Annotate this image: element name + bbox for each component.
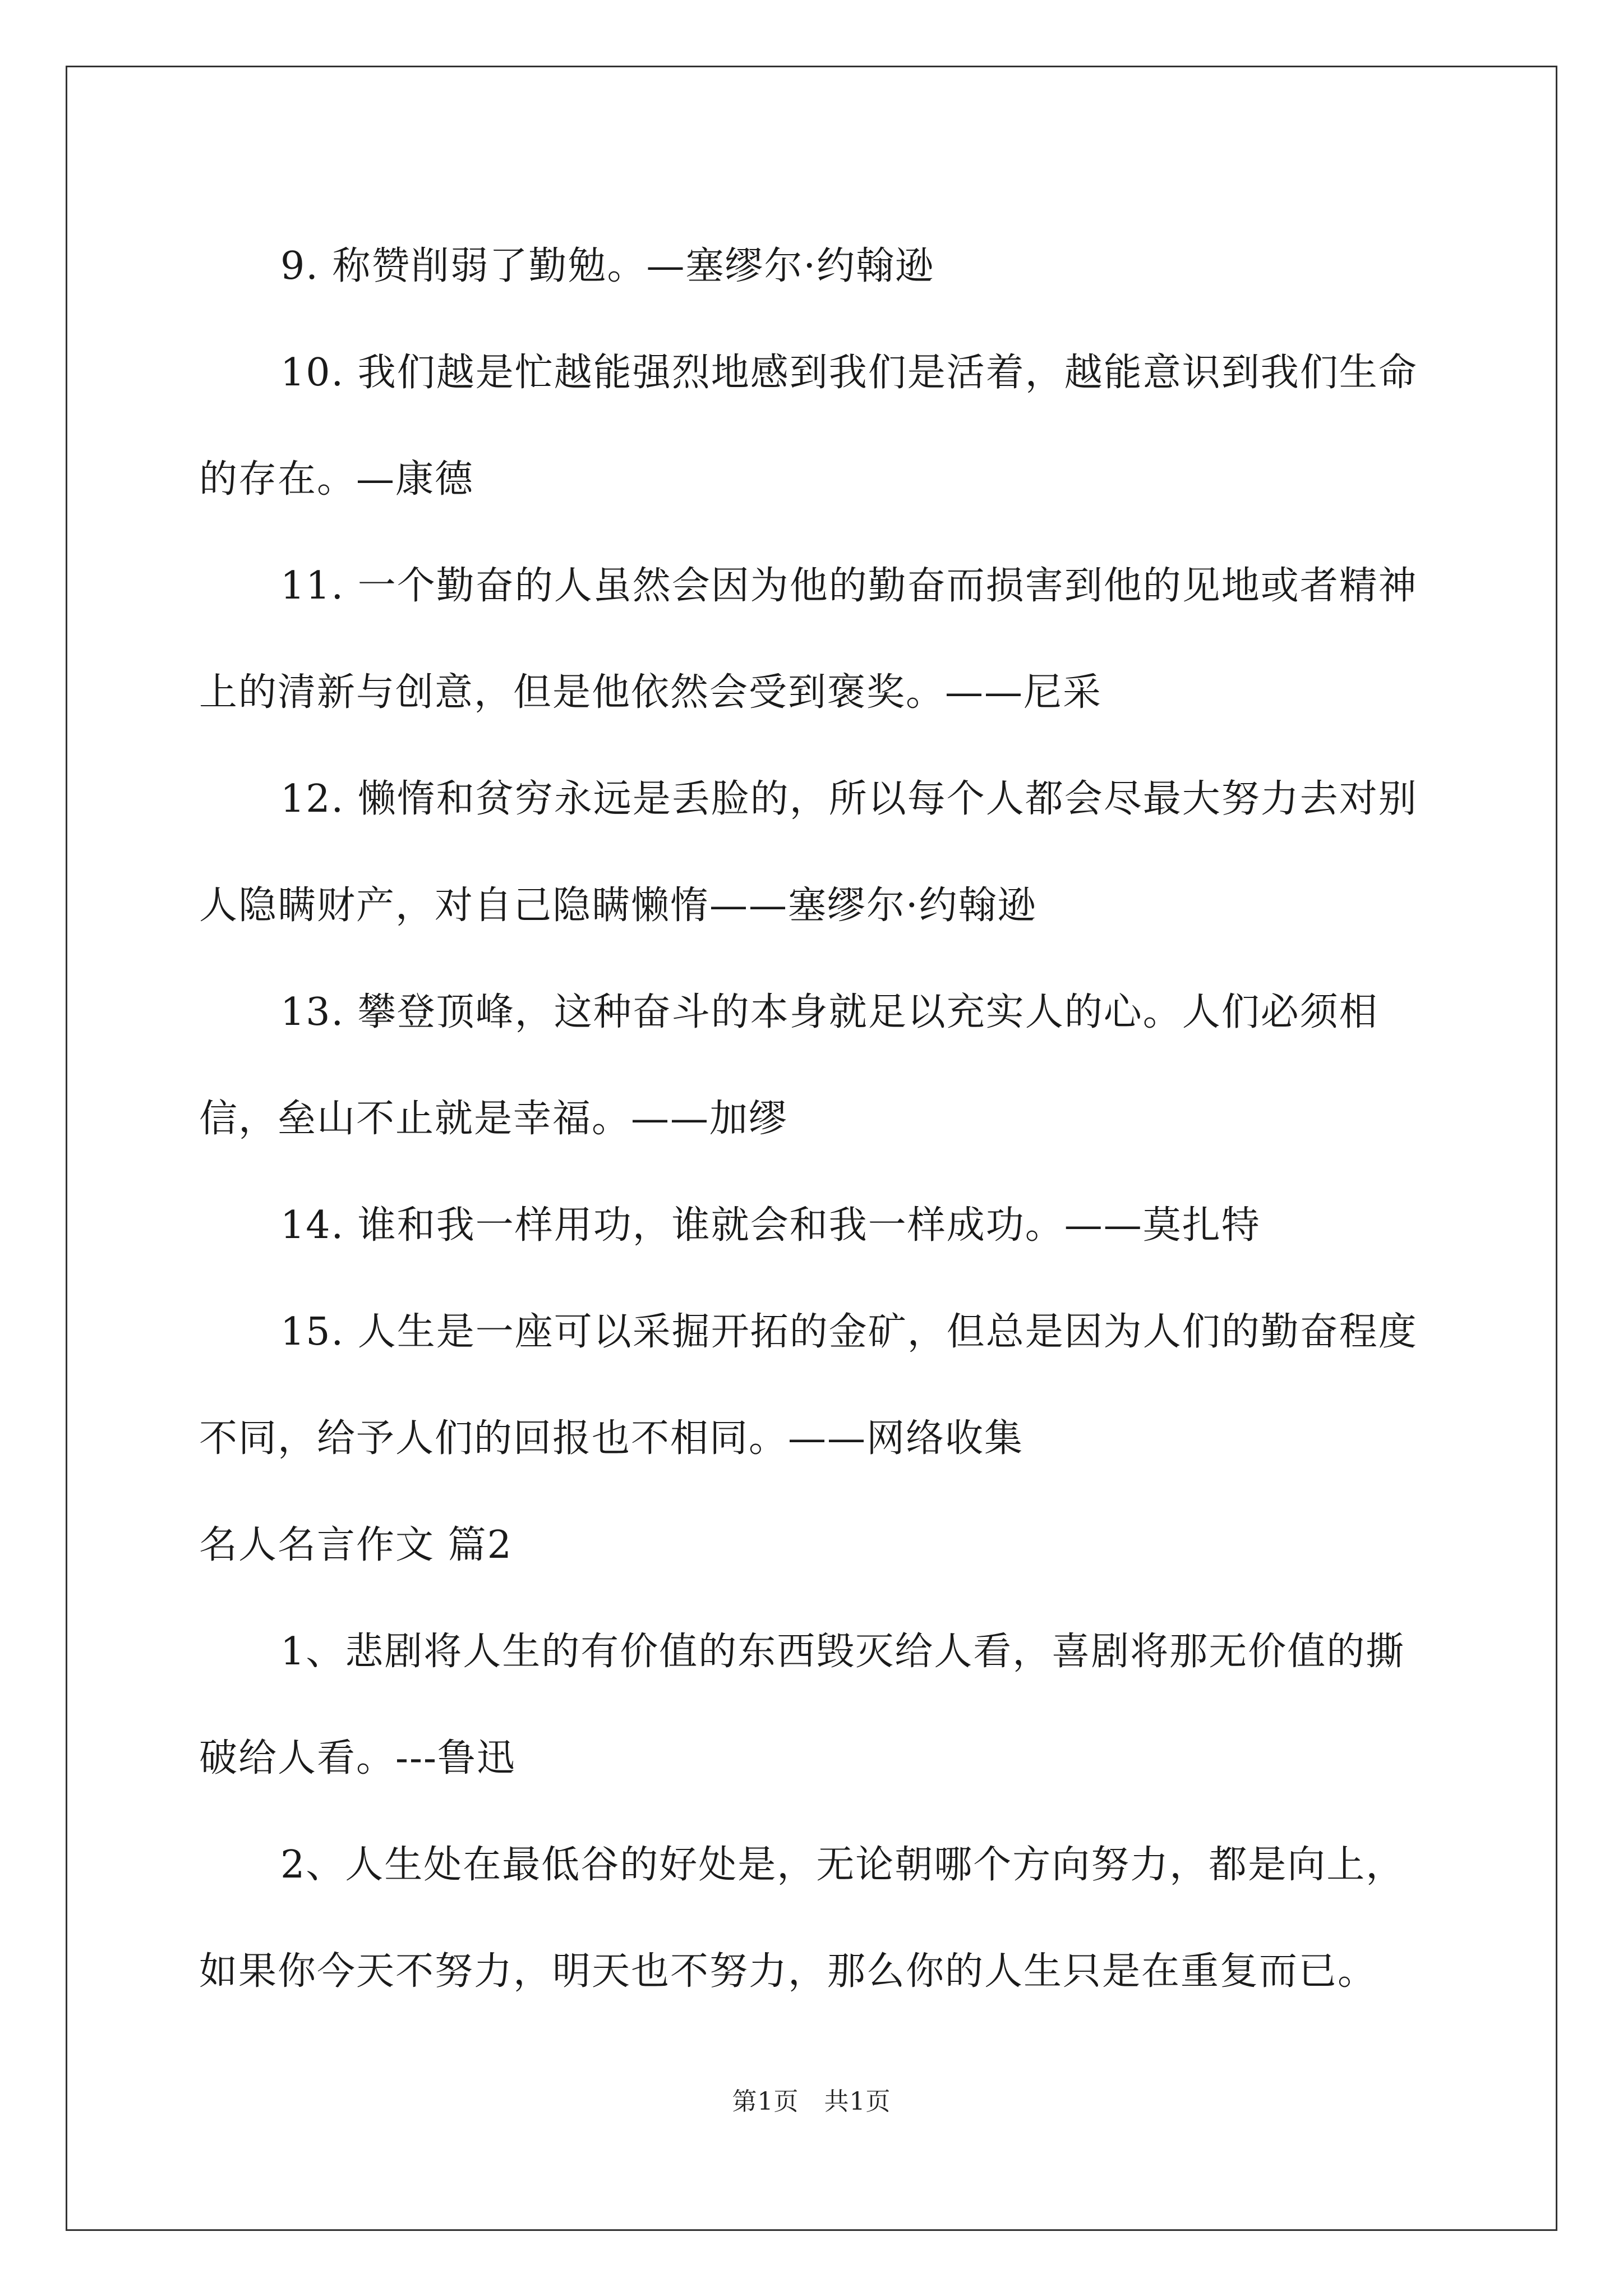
quote-paragraph [199, 1599, 1433, 1812]
quote-text: 人生是一座可以采掘开拓的金矿，但总是因为人们的勤奋程度不同，给予人们的回报也不相同。——网络收集 [199, 1310, 1418, 1461]
quote-paragraph [199, 1172, 1433, 1279]
quote-number: 9. [280, 244, 319, 288]
quote-number: 14. [280, 1203, 345, 1248]
quote-paragraph [199, 1812, 1433, 2025]
quote-text: 攀登顶峰，这种奋斗的本身就足以充实人的心。人们必须相信，垒山不止就是幸福。——加缪 [199, 990, 1378, 1141]
quote-paragraph [199, 746, 1433, 959]
page-footer [0, 2081, 1623, 2117]
quote-text: 称赞削弱了勤勉。—塞缪尔·约翰逊 [332, 244, 935, 288]
quote-number: 15. [280, 1310, 345, 1354]
quote-number: 13. [280, 990, 345, 1034]
quote-text: 我们越是忙越能强烈地感到我们是活着，越能意识到我们生命的存在。—康德 [199, 351, 1418, 501]
document-body [199, 213, 1433, 2025]
quote-paragraph [199, 213, 1433, 320]
quote-number: 12. [280, 777, 345, 821]
quote-text: 人生处在最低谷的好处是，无论朝哪个方向努力，都是向上，如果你今天不努力，明天也不努力，那么你的人生只是在重复而已。 [199, 1843, 1405, 1994]
quote-paragraph [199, 533, 1433, 746]
quote-paragraph [199, 320, 1433, 533]
quote-text: 谁和我一样用功，谁就会和我一样成功。——莫扎特 [357, 1203, 1261, 1248]
quote-number: 11. [280, 564, 345, 608]
quote-paragraph [199, 1279, 1433, 1492]
quote-number: 10. [280, 351, 345, 395]
quote-number: 2、 [280, 1843, 345, 1887]
quote-text: 悲剧将人生的有价值的东西毁灭给人看，喜剧将那无价值的撕破给人看。---鲁迅 [199, 1630, 1405, 1780]
quote-text: 懒惰和贫穷永远是丢脸的，所以每个人都会尽最大努力去对别人隐瞒财产，对自己隐瞒懒惰——塞缪尔·约翰逊 [199, 777, 1418, 928]
quote-number: 1、 [280, 1630, 345, 1674]
quote-paragraph [199, 959, 1433, 1172]
section-heading: 名人名言作文 篇2 [199, 1523, 513, 1567]
page-total: 共1页 [824, 2087, 891, 2116]
page-number: 第1页 [732, 2087, 799, 2116]
quote-text: 一个勤奋的人虽然会因为他的勤奋而损害到他的见地或者精神上的清新与创意，但是他依然会受到褒奖。——尼采 [199, 564, 1418, 715]
